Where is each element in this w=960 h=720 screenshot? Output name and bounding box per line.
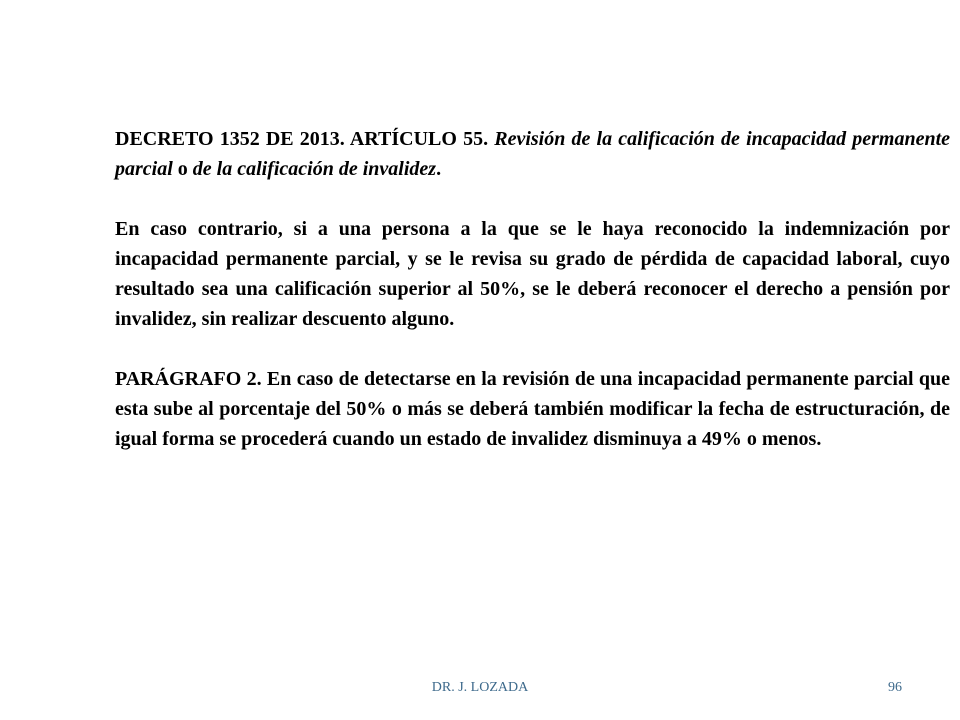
decree-end: . (436, 158, 442, 180)
contrary-case-paragraph: En caso contrario, si a una persona a la que se le haya reconocido la indemnización por incapacidad permanente parcial, y se le revisa su grado de pérdida de capacidad laboral, cuyo resultado sea una calificación superior al 50%, se le deberá reconocer el derecho a pensión por invalidez, sin realizar descuento alguno. (115, 218, 950, 330)
decree-italic-title-a: Revisión de la calificación de incapacidad permanente parcial (115, 128, 951, 180)
paragrafo-2-paragraph: PARÁGRAFO 2. En caso de detectarse en la revisión de una incapacidad permanente parcial que esta sube al porcentaje del 50% o más se deberá también modificar la fecha de estructuración, de igual forma se procederá cuando un estado de invalidez disminuya a 49% o menos. (115, 368, 950, 450)
slide-content (115, 124, 950, 484)
page-number: 96 (888, 680, 902, 695)
decree-connector: o (177, 158, 188, 180)
decree-lead: DECRETO 1352 DE 2013. ARTÍCULO 55. (115, 128, 489, 150)
footer-author: DR. J. LOZADA (431, 680, 529, 695)
decree-italic-title-b: de la calificación de invalidez (192, 158, 437, 180)
decree-heading-paragraph (115, 124, 950, 184)
